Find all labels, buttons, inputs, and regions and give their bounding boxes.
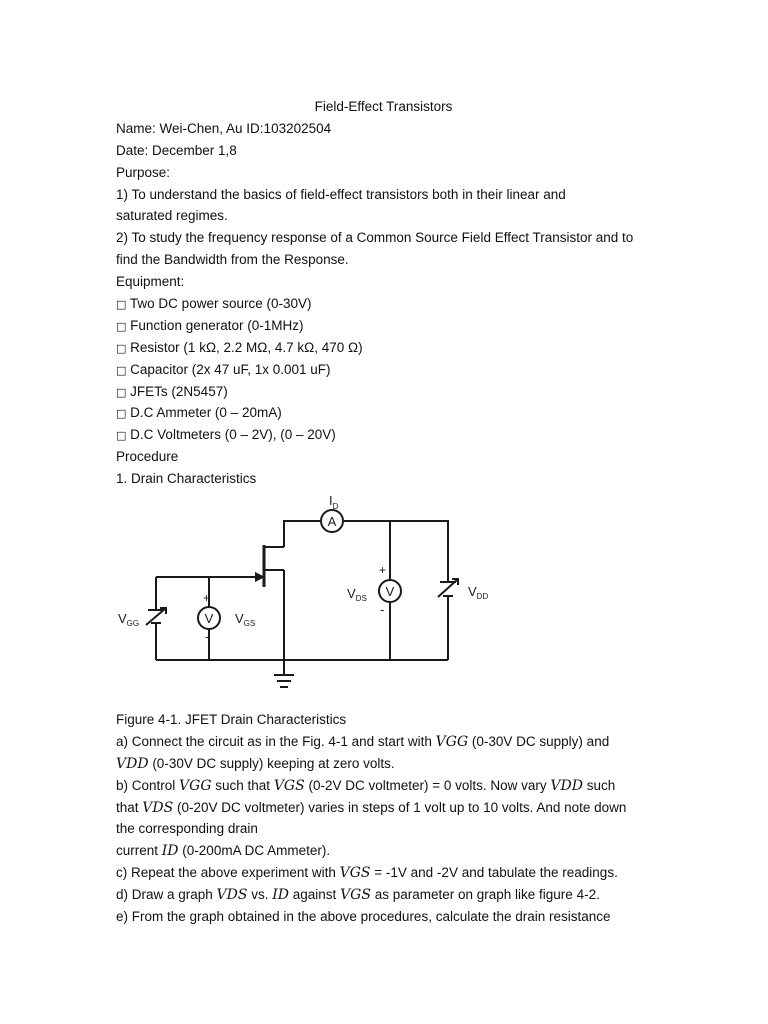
step-a-line-1: a) Connect the circuit as in the Fig. 4-1 and start with VGG (0-30V DC supply) and [116, 733, 610, 750]
vdd-symbol: VDD [550, 777, 583, 794]
drain-characteristics-heading: 1. Drain Characteristics [116, 471, 257, 487]
equipment-item-text: Function generator (0-1MHz) [130, 317, 304, 333]
name-line: Name: Wei-Chen, Au ID:103202504 [116, 120, 332, 136]
bullet-box-icon: □ [116, 429, 127, 443]
bullet-box-icon: □ [116, 385, 127, 399]
purpose-heading: Purpose: [116, 164, 171, 180]
vgs-minus-sign: - [205, 629, 210, 644]
step-b-line-4: current ID (0-200mA DC Ammeter). [116, 843, 331, 860]
jfet-transistor-icon [255, 545, 284, 587]
bullet-box-icon: □ [116, 407, 127, 421]
equipment-item-text: Two DC power source (0-30V) [129, 296, 312, 312]
vdd-label: $V_{DD}$ [468, 584, 489, 601]
ground-icon [274, 675, 294, 687]
vds-symbol: VDS [142, 799, 174, 816]
vgg-label: $V_{GG}$ [118, 611, 140, 628]
bullet-box-icon: □ [116, 341, 127, 355]
step-b-line-3: the corresponding drain [116, 821, 258, 837]
purpose-item-1: 1) To understand the basics of field-effect transistors both in their linear and [116, 186, 566, 202]
vds-minus-sign: - [380, 602, 385, 617]
step-c-line: c) Repeat the above experiment with VGS = -1V and -2V and tabulate the readings. [116, 865, 618, 882]
document-title: Field-Effect Transistors [314, 99, 453, 114]
vgg-source-icon [146, 608, 166, 625]
equipment-item-text: D.C Ammeter (0 – 20mA) [130, 405, 282, 421]
date-line: Date: December 1,8 [116, 142, 237, 158]
vds-voltmeter-symbol: V [385, 584, 395, 599]
id-symbol: ID [161, 843, 179, 860]
vgs-voltmeter-icon [198, 607, 220, 629]
equipment-item [116, 381, 661, 403]
equipment-item [116, 315, 661, 337]
vds-symbol: VDS [216, 887, 248, 904]
id-label: $I_D$ [329, 493, 339, 511]
vgs-symbol: VGS [273, 777, 305, 794]
vgs-plus-sign: + [203, 591, 211, 605]
bullet-box-icon: □ [116, 298, 127, 312]
step-b-line-2: that VDS (0-20V DC voltmeter) varies in steps of 1 volt up to 10 volts. And note down [116, 799, 627, 816]
ammeter-icon [321, 510, 343, 532]
procedure-steps [116, 709, 661, 928]
procedure-heading: Procedure [116, 449, 179, 465]
vgs-label: $V_{GS}$ [235, 611, 256, 628]
step-e-line: e) From the graph obtained in the above procedures, calculate the drain resistance [116, 909, 611, 925]
circuit-wires [156, 521, 448, 674]
vdd-source-icon [438, 579, 458, 597]
id-symbol: ID [272, 887, 290, 904]
vds-label: $V_{DS}$ [347, 586, 367, 603]
equipment-item-text: Resistor (1 kΩ, 2.2 MΩ, 4.7 kΩ, 470 Ω) [130, 339, 363, 355]
equipment-item [116, 424, 661, 446]
vdd-symbol: VDD [116, 755, 149, 772]
equipment-heading: Equipment: [116, 274, 185, 290]
vgs-symbol: VGS [340, 887, 371, 904]
ammeter-symbol: A [327, 514, 337, 529]
vgs-voltmeter-symbol: V [204, 611, 214, 626]
vgs-symbol: VGS [339, 865, 371, 882]
vgg-symbol: VGG [179, 777, 212, 794]
equipment-item [116, 337, 661, 359]
equipment-item [116, 293, 661, 315]
document-body [116, 96, 661, 490]
equipment-item-text: JFETs (2N5457) [130, 383, 228, 399]
step-d-line: d) Draw a graph VDS vs. ID against VGS as parameter on graph like figure 4-2. [116, 887, 600, 904]
purpose-item-2-cont: find the Bandwidth from the Response. [116, 252, 349, 268]
bullet-box-icon: □ [116, 363, 127, 377]
bullet-box-icon: □ [116, 319, 127, 333]
vds-plus-sign: + [379, 563, 387, 577]
equipment-item-text: D.C Voltmeters (0 – 2V), (0 – 20V) [130, 427, 336, 443]
vds-voltmeter-icon [379, 580, 401, 602]
step-a-line-2: VDD (0-30V DC supply) keeping at zero volts. [116, 755, 395, 772]
purpose-item-2: 2) To study the frequency response of a Common Source Field Effect Transistor and to [116, 230, 634, 246]
equipment-item-text: Capacitor (2x 47 uF, 1x 0.001 uF) [130, 361, 331, 377]
equipment-item [116, 359, 661, 381]
equipment-item [116, 402, 661, 424]
jfet-circuit-diagram [112, 490, 502, 695]
step-b-line-1: b) Control VGG such that VGS (0-2V DC voltmeter) = 0 volts. Now vary VDD such [116, 777, 616, 794]
purpose-item-1-cont: saturated regimes. [116, 208, 228, 224]
vgg-symbol: VGG [435, 733, 469, 750]
figure-caption: Figure 4-1. JFET Drain Characteristics [116, 712, 347, 727]
